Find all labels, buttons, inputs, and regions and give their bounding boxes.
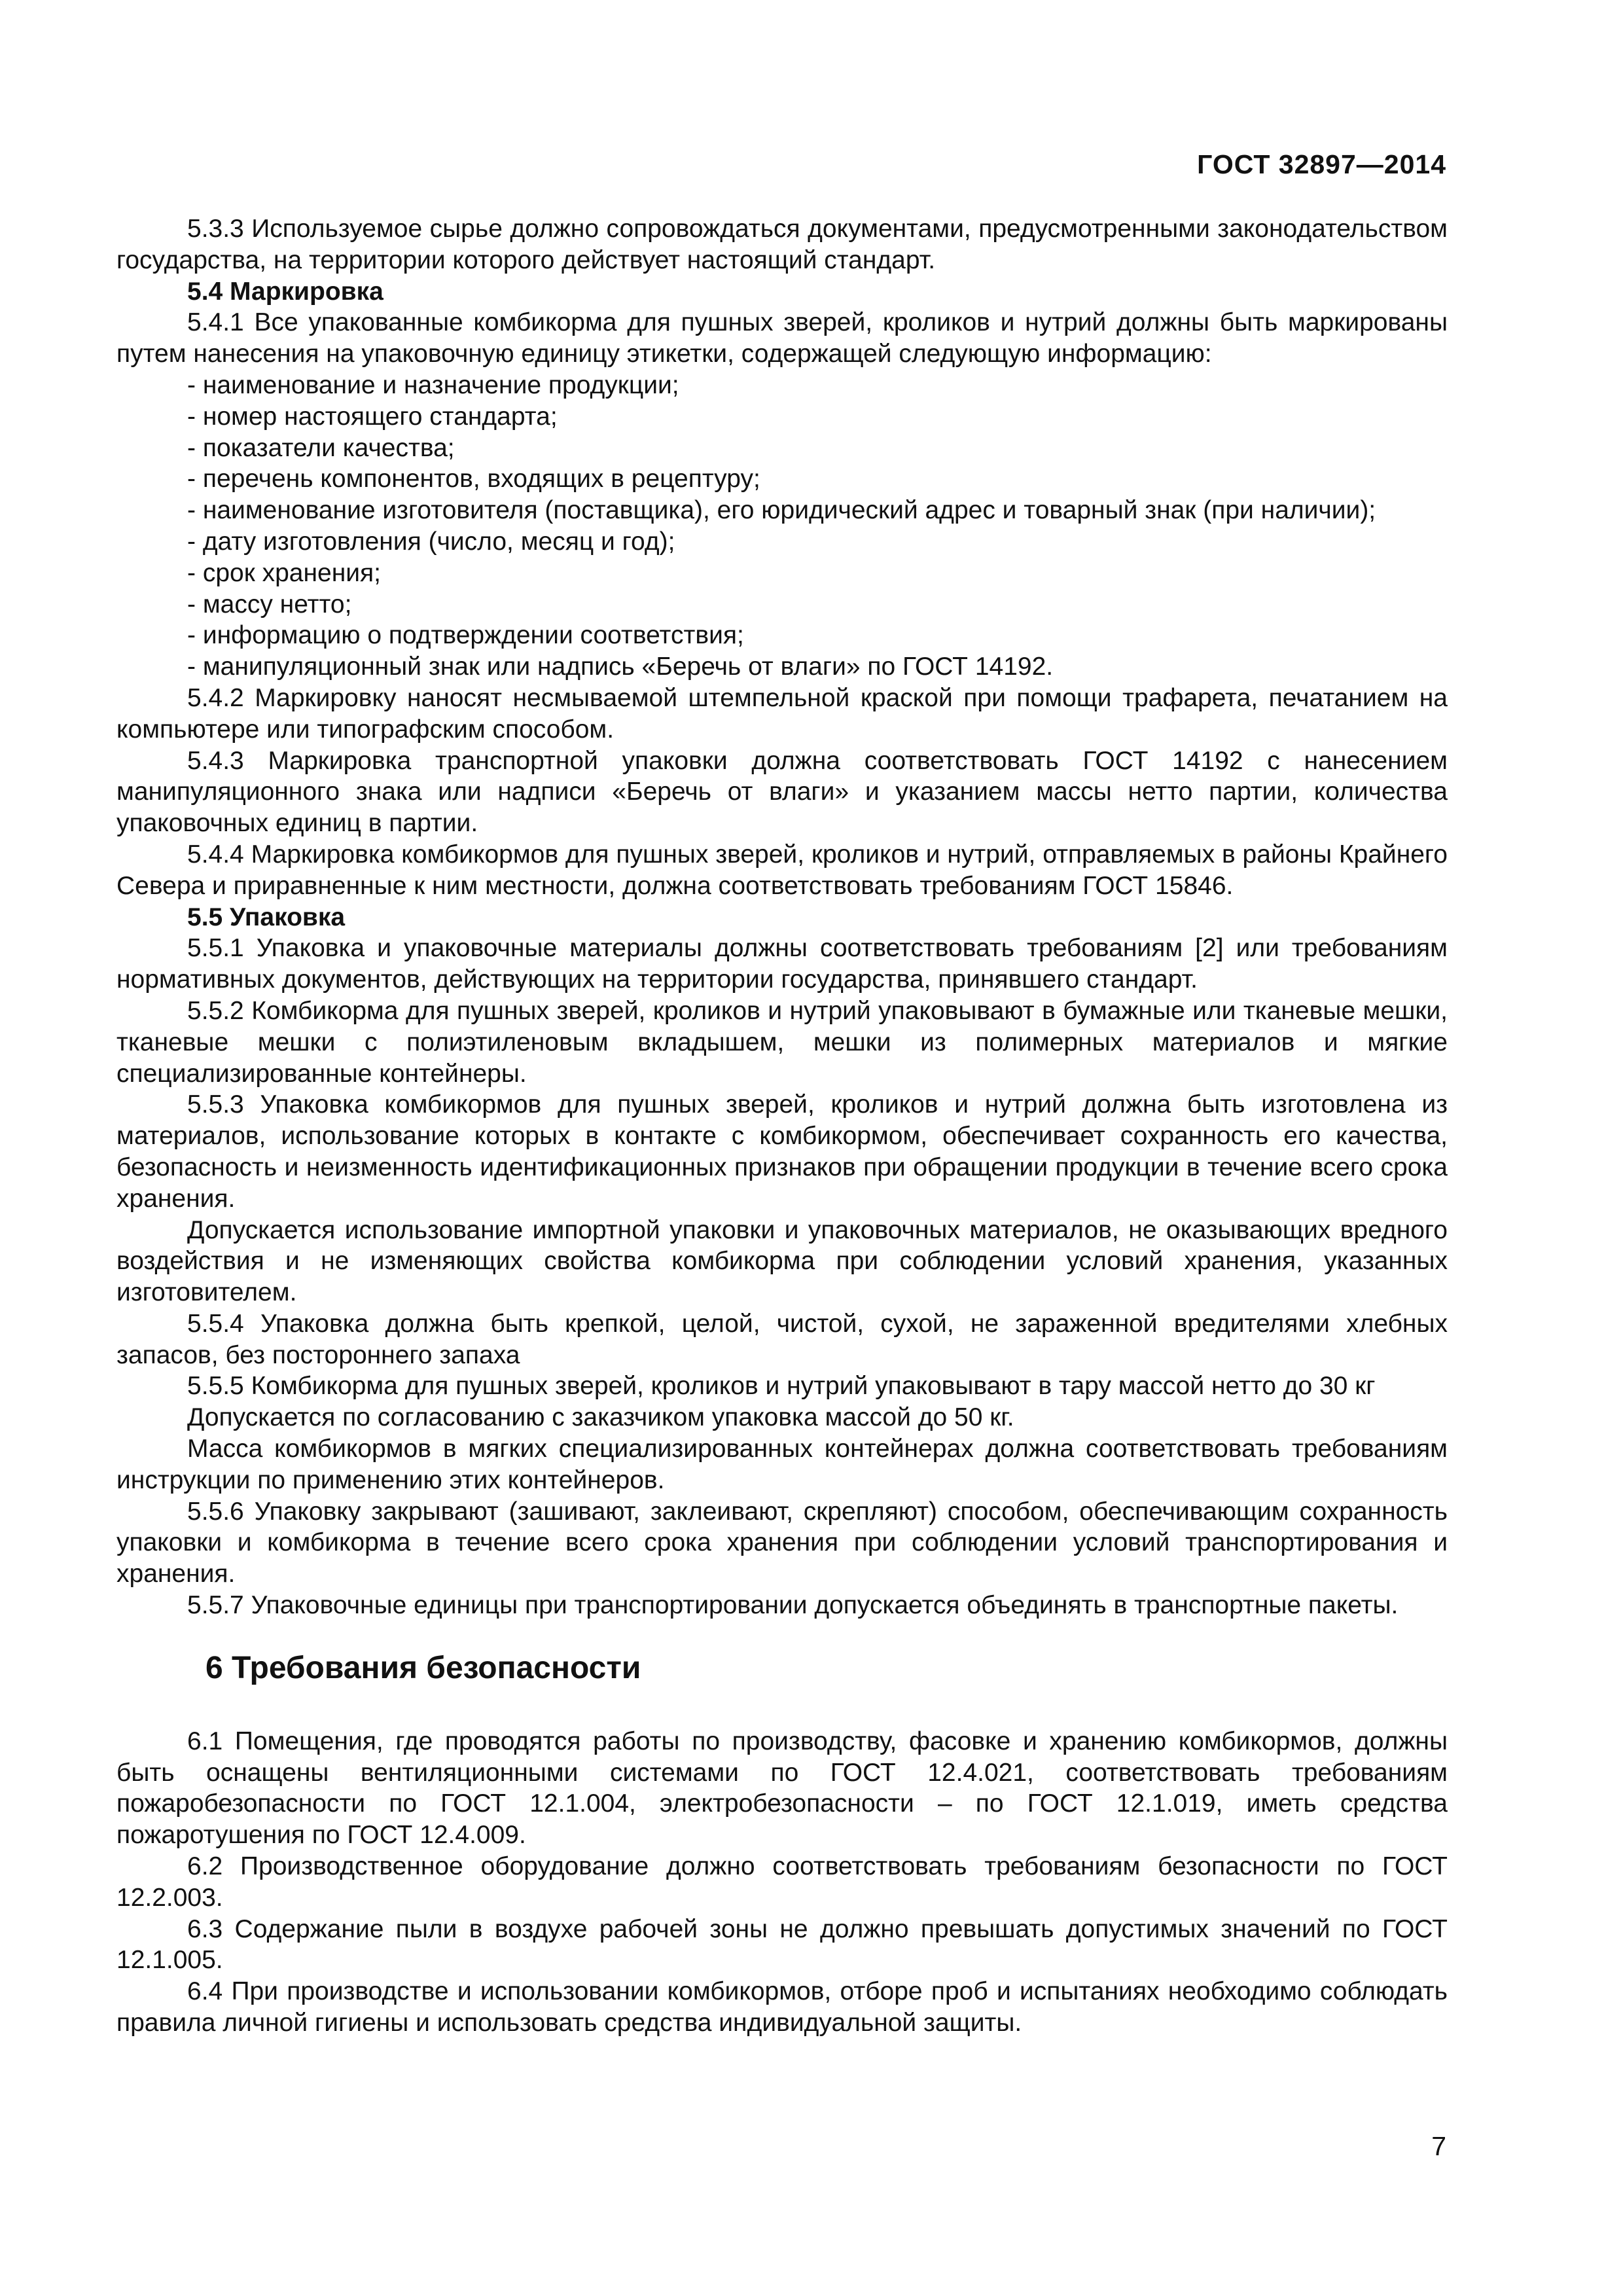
page-number: 7	[1431, 2131, 1446, 2161]
clause-5-5-4: 5.5.4 Упаковка должна быть крепкой, целой, чистой, сухой, не зараженной вредителями хлебных запасов, без постороннего запаха	[116, 1309, 1448, 1369]
document-code-header: ГОСТ 32897—2014	[1197, 149, 1446, 179]
clause-5-5-5: 5.5.5 Комбикорма для пушных зверей, кроликов и нутрий упаковывают в тару массой нетто до 30 кг	[187, 1372, 1376, 1401]
clause-5-4-2: 5.4.2 Маркировку наносят несмываемой штемпельной краской при помощи трафарета, печатанием на компьютере или типографским способом.	[116, 683, 1448, 744]
page-content	[116, 213, 1448, 2039]
list-item: - массу нетто;	[187, 590, 352, 619]
clause-5-5-7: 5.5.7 Упаковочные единицы при транспортировании допускается объединять в транспортные пакеты.	[187, 1591, 1399, 1620]
clause-5-5-6: 5.5.6 Упаковку закрывают (зашивают, заклеивают, скрепляют) способом, обеспечивающим сохранность упаковки и комбикорма в течение всего срока хранения при соблюдении условий транспортирования и хранения.	[116, 1497, 1448, 1588]
clause-6-4: 6.4 При производстве и использовании комбикормов, отборе проб и испытаниях необходимо соблюдать правила личной гигиены и использовать средства индивидуальной защиты.	[116, 1977, 1448, 2037]
section-5-5-title: 5.5 Упаковка	[187, 903, 346, 931]
list-item: - наименование и назначение продукции;	[187, 370, 679, 399]
list-item: - перечень компонентов, входящих в рецептуру;	[187, 465, 760, 493]
marking-info-list	[116, 370, 1448, 683]
clause-6-3: 6.3 Содержание пыли в воздухе рабочей зоны не должно превышать допустимых значений по ГОСТ 12.1.005.	[116, 1914, 1448, 1975]
clause-5-3-3: 5.3.3 Используемое сырье должно сопровождаться документами, предусмотренными законодательством государства, на территории которого действует настоящий стандарт.	[116, 215, 1448, 274]
section-6-heading: 6 Требования безопасности	[205, 1650, 641, 1685]
clause-5-5-3: 5.5.3 Упаковка комбикормов для пушных зверей, кроликов и нутрий должна быть изготовлена из материалов, использование которых в контакте с комбикормом, обеспечивает сохранность его качества, безопасность и неизменность идентификационных признаков при обращении продукции в течение всего срока хранения.	[116, 1090, 1448, 1213]
clause-6-1: 6.1 Помещения, где проводятся работы по производству, фасовке и хранению комбикормов, должны быть оснащены вентиляционными системами по ГОСТ 12.4.021, соответствовать требованиям пожаробезопасности по ГОСТ 12.1.004, электробезопасности – по ГОСТ 12.1.019, иметь средства пожаротушения по ГОСТ 12.4.009.	[116, 1727, 1448, 1850]
list-item: - манипуляционный знак или надпись «Беречь от влаги» по ГОСТ 14192.	[187, 653, 1054, 681]
clause-5-4-4: 5.4.4 Маркировка комбикормов для пушных зверей, кроликов и нутрий, отправляемых в районы Крайнего Севера и приравненные к ним местности, должна соответствовать требованиям ГОСТ 15846.	[116, 840, 1448, 900]
list-item: - номер настоящего стандарта;	[187, 402, 558, 431]
list-item: - срок хранения;	[187, 558, 381, 587]
clause-5-5-5-containers: Масса комбикормов в мягких специализированных контейнерах должна соответствовать требованиям инструкции по применению этих контейнеров.	[116, 1435, 1448, 1494]
clause-5-4-1: 5.4.1 Все упакованные комбикорма для пушных зверей, кроликов и нутрий должны быть маркированы путем нанесения на упаковочную единицу этикетки, содержащей следующую информацию:	[116, 308, 1448, 368]
section-5-4-title: 5.4 Маркировка	[187, 277, 383, 306]
clause-5-5-1: 5.5.1 Упаковка и упаковочные материалы должны соответствовать требованиям [2] или требованиям нормативных документов, действующих на территории государства, принявшего стандарт.	[116, 934, 1448, 994]
list-item: - дату изготовления (число, месяц и год);	[187, 527, 675, 556]
list-item: - информацию о подтверждении соответствия;	[187, 621, 744, 650]
clause-5-5-5-note: Допускается по согласованию с заказчиком упаковка массой до 50 кг.	[187, 1403, 1014, 1432]
clause-5-5-2: 5.5.2 Комбикорма для пушных зверей, кроликов и нутрий упаковывают в бумажные или тканевые мешки, тканевые мешки с полиэтиленовым вкладышем, мешки из полимерных материалов и мягкие специализированные контейнеры.	[116, 996, 1448, 1088]
clause-5-4-3: 5.4.3 Маркировка транспортной упаковки должна соответствовать ГОСТ 14192 с нанесением манипуляционного знака или надписи «Беречь от влаги» и указанием массы нетто партии, количества упаковочных единиц в партии.	[116, 746, 1448, 838]
clause-5-5-3-note: Допускается использование импортной упаковки и упаковочных материалов, не оказывающих вредного воздействия и не изменяющих свойства комбикорма при соблюдении условий хранения, указанных изготовителем.	[116, 1215, 1448, 1307]
list-item: - показатели качества;	[187, 433, 455, 462]
clause-6-2: 6.2 Производственное оборудование должно соответствовать требованиям безопасности по ГОСТ 12.2.003.	[116, 1852, 1448, 1912]
list-item: - наименование изготовителя (поставщика), его юридический адрес и товарный знак (при наличии);	[187, 496, 1376, 525]
